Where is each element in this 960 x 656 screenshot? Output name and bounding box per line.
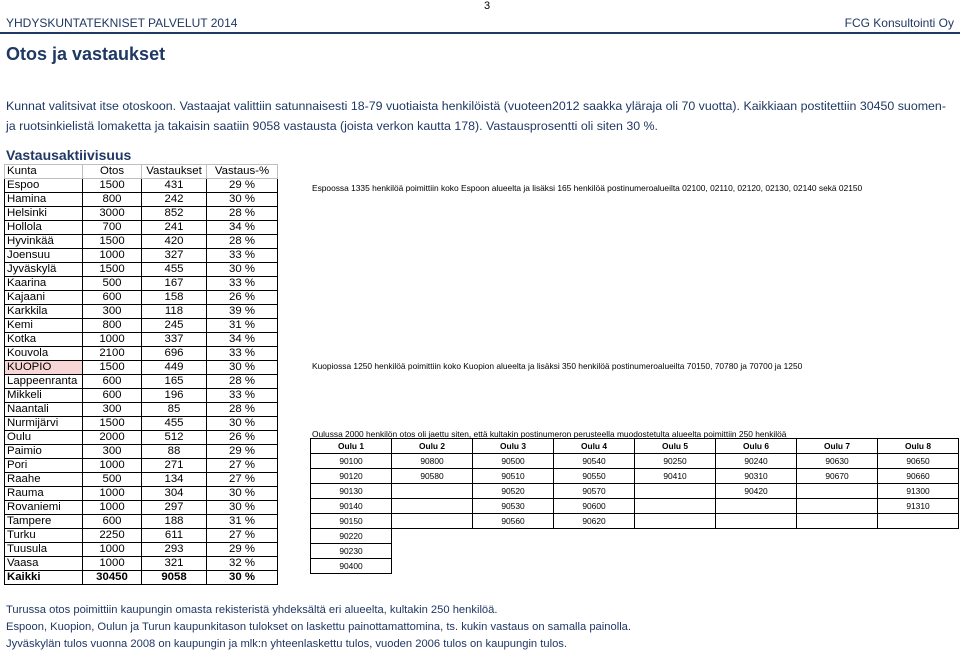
cell-otos: 300 — [83, 403, 142, 417]
cell-kunta: Hollola — [5, 221, 83, 235]
cell-vastaukset: 431 — [142, 179, 207, 193]
cell-otos: 2250 — [83, 529, 142, 543]
postal-code-cell — [392, 484, 473, 499]
cell-vastaus-pct: 30 % — [207, 487, 278, 501]
cell-kunta: Tuusula — [5, 543, 83, 557]
postal-code-cell — [878, 514, 959, 529]
postal-empty-cell — [554, 529, 635, 544]
table-row — [5, 445, 278, 459]
cell-vastaukset: 85 — [142, 403, 207, 417]
cell-kunta: Kaarina — [5, 277, 83, 291]
postal-code-cell — [716, 499, 797, 514]
cell-vastaus-pct: 28 % — [207, 235, 278, 249]
table-row — [5, 221, 278, 235]
cell-vastaus-pct: 30 % — [207, 571, 278, 585]
postal-code-cell: 90570 — [554, 484, 635, 499]
table-row — [5, 557, 278, 571]
table-row — [5, 529, 278, 543]
postal-code-cell: 90230 — [311, 544, 392, 559]
postal-code-cell: 90670 — [797, 469, 878, 484]
cell-kunta: Kaikki — [5, 571, 83, 585]
cell-kunta: Mikkeli — [5, 389, 83, 403]
cell-vastaukset: 88 — [142, 445, 207, 459]
postal-code-cell: 90420 — [716, 484, 797, 499]
section-title: Vastausaktiivisuus — [6, 147, 132, 163]
note-oulu: Oulussa 2000 henkilön otos oli jaettu siten, että kultakin postinumeron perusteella muodostetulta alueelta poimittiin 250 henkilöä — [312, 429, 787, 439]
table-row — [5, 375, 278, 389]
cell-vastaus-pct: 34 % — [207, 221, 278, 235]
cell-vastaukset: 165 — [142, 375, 207, 389]
postal-empty-cell — [392, 559, 473, 574]
postal-empty-cell — [473, 559, 554, 574]
cell-kunta: Karkkila — [5, 305, 83, 319]
postal-empty-cell — [716, 529, 797, 544]
postal-empty-cell — [797, 544, 878, 559]
table-row — [5, 361, 278, 375]
table-row — [5, 319, 278, 333]
cell-vastaukset: 271 — [142, 459, 207, 473]
cell-otos: 500 — [83, 473, 142, 487]
postal-row — [311, 499, 959, 514]
header-rule — [0, 32, 960, 34]
cell-kunta: Vaasa — [5, 557, 83, 571]
postal-code-cell: 91310 — [878, 499, 959, 514]
cell-vastaus-pct: 29 % — [207, 445, 278, 459]
postal-code-cell: 90140 — [311, 499, 392, 514]
cell-kunta: Raahe — [5, 473, 83, 487]
footer-line-weighting: Espoon, Kuopion, Oulun ja Turun kaupunkitason tulokset on laskettu painottamattomina, ts. kukin vastaus on samalla painolla. — [6, 621, 632, 633]
postal-code-cell: 90410 — [635, 469, 716, 484]
cell-vastaus-pct: 27 % — [207, 459, 278, 473]
footer-line-jyvaskyla: Jyväskylän tulos vuonna 2008 on kaupungin ja mlk:n yhteenlaskettu tulos, vuoden 2006 tulos on kaupungin tulos. — [6, 638, 567, 650]
cell-kunta: Hyvinkää — [5, 235, 83, 249]
postal-code-cell: 90650 — [878, 454, 959, 469]
postal-empty-cell — [473, 529, 554, 544]
cell-vastaus-pct: 30 % — [207, 361, 278, 375]
cell-vastaukset: 327 — [142, 249, 207, 263]
cell-vastaus-pct: 30 % — [207, 417, 278, 431]
cell-vastaukset: 420 — [142, 235, 207, 249]
cell-kunta: Paimio — [5, 445, 83, 459]
cell-vastaukset: 696 — [142, 347, 207, 361]
postal-empty-cell — [878, 529, 959, 544]
postal-area-header: Oulu 4 — [554, 439, 635, 454]
postal-empty-cell — [392, 529, 473, 544]
cell-vastaus-pct: 32 % — [207, 557, 278, 571]
table-row — [5, 249, 278, 263]
postal-code-cell: 90310 — [716, 469, 797, 484]
postal-code-cell — [635, 499, 716, 514]
cell-otos: 1500 — [83, 263, 142, 277]
table-row — [5, 347, 278, 361]
cell-kunta: Nurmijärvi — [5, 417, 83, 431]
table-row — [5, 389, 278, 403]
cell-vastaus-pct: 27 % — [207, 473, 278, 487]
postal-code-cell: 90500 — [473, 454, 554, 469]
postal-code-cell — [635, 484, 716, 499]
postal-code-cell: 90130 — [311, 484, 392, 499]
postal-code-cell: 90550 — [554, 469, 635, 484]
cell-otos: 1500 — [83, 361, 142, 375]
cell-vastaus-pct: 30 % — [207, 263, 278, 277]
cell-kunta: Kemi — [5, 319, 83, 333]
cell-vastaukset: 455 — [142, 263, 207, 277]
cell-otos: 300 — [83, 305, 142, 319]
table-row — [5, 543, 278, 557]
cell-kunta: Pori — [5, 459, 83, 473]
table-row — [5, 235, 278, 249]
postal-code-cell: 90510 — [473, 469, 554, 484]
postal-code-cell: 90220 — [311, 529, 392, 544]
cell-otos: 600 — [83, 375, 142, 389]
oulu-postal-table — [310, 438, 959, 574]
postal-code-cell: 90250 — [635, 454, 716, 469]
cell-kunta: Turku — [5, 529, 83, 543]
postal-area-header: Oulu 2 — [392, 439, 473, 454]
cell-vastaus-pct: 26 % — [207, 291, 278, 305]
postal-empty-cell — [716, 544, 797, 559]
cell-otos: 800 — [83, 319, 142, 333]
cell-vastaus-pct: 31 % — [207, 515, 278, 529]
postal-empty-cell — [635, 529, 716, 544]
cell-kunta: Jyväskylä — [5, 263, 83, 277]
postal-code-cell: 90660 — [878, 469, 959, 484]
cell-vastaus-pct: 28 % — [207, 403, 278, 417]
cell-vastaus-pct: 28 % — [207, 207, 278, 221]
postal-empty-cell — [473, 544, 554, 559]
postal-code-cell — [797, 484, 878, 499]
table-total-row — [5, 571, 278, 585]
postal-area-header: Oulu 3 — [473, 439, 554, 454]
postal-row — [311, 559, 959, 574]
postal-area-header: Oulu 5 — [635, 439, 716, 454]
cell-vastaukset: 304 — [142, 487, 207, 501]
table-header-cell: Otos — [83, 165, 142, 179]
cell-otos: 1500 — [83, 417, 142, 431]
postal-code-cell — [635, 514, 716, 529]
cell-otos: 500 — [83, 277, 142, 291]
intro-paragraph: Kunnat valitsivat itse otoskoon. Vastaajat valittiin satunnaisesti 18-79 vuotiaista henkilöistä (vuoteen2012 saakka yläraja oli 70 vuotta). Kaikkiaan postitettiin 30450 suomen- ja ruotsinkielistä lomaketta ja takaisin saatiin 9058 vastausta (joista verkon kautta 178). Vastausprosentti oli siten 30 %. — [6, 99, 946, 133]
postal-code-cell: 91300 — [878, 484, 959, 499]
cell-vastaukset: 449 — [142, 361, 207, 375]
cell-otos: 1000 — [83, 333, 142, 347]
table-row — [5, 417, 278, 431]
postal-area-header: Oulu 8 — [878, 439, 959, 454]
cell-vastaukset: 118 — [142, 305, 207, 319]
footer-line-turku: Turussa otos poimittiin kaupungin omasta rekisteristä yhdeksältä eri alueelta, kultakin 250 henkilöä. — [6, 604, 498, 616]
table-header-cell: Kunta — [5, 165, 83, 179]
cell-vastaukset: 611 — [142, 529, 207, 543]
postal-empty-cell — [716, 559, 797, 574]
table-row — [5, 403, 278, 417]
postal-row — [311, 469, 959, 484]
postal-code-cell: 90800 — [392, 454, 473, 469]
cell-vastaus-pct: 33 % — [207, 277, 278, 291]
cell-kunta: Joensuu — [5, 249, 83, 263]
postal-code-cell: 90240 — [716, 454, 797, 469]
cell-vastaukset: 196 — [142, 389, 207, 403]
postal-code-cell: 90600 — [554, 499, 635, 514]
cell-otos: 700 — [83, 221, 142, 235]
cell-otos: 1000 — [83, 543, 142, 557]
cell-kunta: Rauma — [5, 487, 83, 501]
cell-otos: 1000 — [83, 557, 142, 571]
cell-kunta: Kajaani — [5, 291, 83, 305]
table-row — [5, 459, 278, 473]
cell-otos: 2000 — [83, 431, 142, 445]
cell-vastaus-pct: 30 % — [207, 193, 278, 207]
cell-otos: 300 — [83, 445, 142, 459]
table-row — [5, 207, 278, 221]
cell-vastaus-pct: 33 % — [207, 249, 278, 263]
postal-row — [311, 544, 959, 559]
cell-vastaus-pct: 30 % — [207, 501, 278, 515]
postal-code-cell: 90630 — [797, 454, 878, 469]
postal-empty-cell — [554, 559, 635, 574]
postal-code-cell: 90540 — [554, 454, 635, 469]
postal-code-cell — [797, 499, 878, 514]
cell-kunta: Rovaniemi — [5, 501, 83, 515]
cell-kunta: Hamina — [5, 193, 83, 207]
table-row — [5, 431, 278, 445]
cell-vastaukset: 293 — [142, 543, 207, 557]
table-row — [5, 263, 278, 277]
postal-empty-cell — [797, 529, 878, 544]
cell-otos: 1000 — [83, 459, 142, 473]
cell-kunta: Naantali — [5, 403, 83, 417]
cell-otos: 1000 — [83, 501, 142, 515]
postal-code-cell — [716, 514, 797, 529]
cell-vastaukset: 188 — [142, 515, 207, 529]
cell-vastaukset: 167 — [142, 277, 207, 291]
header-right-text: FCG Konsultointi Oy — [844, 16, 954, 30]
postal-empty-cell — [878, 544, 959, 559]
cell-kunta: Tampere — [5, 515, 83, 529]
postal-empty-cell — [797, 559, 878, 574]
footer-notes — [6, 602, 631, 653]
cell-vastaukset: 297 — [142, 501, 207, 515]
cell-vastaus-pct: 29 % — [207, 543, 278, 557]
cell-vastaukset: 241 — [142, 221, 207, 235]
cell-otos: 600 — [83, 515, 142, 529]
cell-otos: 600 — [83, 291, 142, 305]
cell-vastaukset: 852 — [142, 207, 207, 221]
postal-empty-cell — [635, 559, 716, 574]
cell-otos: 3000 — [83, 207, 142, 221]
cell-vastaus-pct: 31 % — [207, 319, 278, 333]
table-header-cell: Vastaukset — [142, 165, 207, 179]
cell-vastaus-pct: 26 % — [207, 431, 278, 445]
table-row — [5, 487, 278, 501]
cell-vastaukset: 512 — [142, 431, 207, 445]
cell-vastaukset: 321 — [142, 557, 207, 571]
cell-vastaus-pct: 33 % — [207, 389, 278, 403]
table-row — [5, 277, 278, 291]
note-kuopio: Kuopiossa 1250 henkilöä poimittiin koko Kuopion alueelta ja lisäksi 350 henkilöä postinumeroalueilta 70150, 70780 ja 70700 ja 1250 — [312, 361, 803, 371]
postal-area-header: Oulu 1 — [311, 439, 392, 454]
cell-kunta: Kotka — [5, 333, 83, 347]
table-row — [5, 193, 278, 207]
postal-row — [311, 484, 959, 499]
table-row — [5, 333, 278, 347]
header-left-text: YHDYSKUNTATEKNISET PALVELUT 2014 — [6, 16, 238, 30]
postal-empty-cell — [392, 544, 473, 559]
postal-area-header: Oulu 7 — [797, 439, 878, 454]
response-table — [4, 164, 278, 585]
cell-vastaus-pct: 34 % — [207, 333, 278, 347]
note-espoo: Espoossa 1335 henkilöä poimittiin koko Espoon alueelta ja lisäksi 165 henkilöä postinumeroalueilta 02100, 02110, 02120, 02130, 02140 sekä 02150 — [312, 183, 863, 193]
cell-vastaukset: 158 — [142, 291, 207, 305]
postal-code-cell: 90150 — [311, 514, 392, 529]
postal-row — [311, 529, 959, 544]
postal-code-cell: 90120 — [311, 469, 392, 484]
cell-vastaukset: 245 — [142, 319, 207, 333]
table-header-row — [5, 165, 278, 179]
postal-code-cell — [797, 514, 878, 529]
cell-kunta: Kouvola — [5, 347, 83, 361]
table-row — [5, 473, 278, 487]
postal-code-cell: 90560 — [473, 514, 554, 529]
table-header-cell: Vastaus-% — [207, 165, 278, 179]
cell-kunta: Helsinki — [5, 207, 83, 221]
cell-otos: 30450 — [83, 571, 142, 585]
postal-code-cell: 90520 — [473, 484, 554, 499]
cell-kunta: Lappeenranta — [5, 375, 83, 389]
table-row — [5, 291, 278, 305]
postal-code-cell: 90100 — [311, 454, 392, 469]
cell-vastaus-pct: 39 % — [207, 305, 278, 319]
cell-kunta: KUOPIO — [5, 361, 83, 375]
postal-code-cell — [392, 514, 473, 529]
postal-header-row — [311, 439, 959, 454]
cell-otos: 800 — [83, 193, 142, 207]
cell-vastaus-pct: 27 % — [207, 529, 278, 543]
cell-otos: 1500 — [83, 235, 142, 249]
table-row — [5, 179, 278, 193]
cell-otos: 2100 — [83, 347, 142, 361]
cell-vastaukset: 134 — [142, 473, 207, 487]
cell-vastaukset: 337 — [142, 333, 207, 347]
postal-empty-cell — [878, 559, 959, 574]
cell-otos: 1000 — [83, 487, 142, 501]
cell-otos: 1500 — [83, 179, 142, 193]
cell-vastaukset: 9058 — [142, 571, 207, 585]
cell-vastaus-pct: 29 % — [207, 179, 278, 193]
cell-vastaus-pct: 28 % — [207, 375, 278, 389]
cell-otos: 600 — [83, 389, 142, 403]
postal-empty-cell — [635, 544, 716, 559]
table-row — [5, 515, 278, 529]
cell-vastaus-pct: 33 % — [207, 347, 278, 361]
postal-row — [311, 514, 959, 529]
postal-code-cell — [392, 499, 473, 514]
table-row — [5, 501, 278, 515]
postal-code-cell: 90400 — [311, 559, 392, 574]
cell-vastaukset: 242 — [142, 193, 207, 207]
page-number: 3 — [484, 0, 491, 12]
table-row — [5, 305, 278, 319]
postal-area-header: Oulu 6 — [716, 439, 797, 454]
cell-kunta: Espoo — [5, 179, 83, 193]
postal-code-cell: 90530 — [473, 499, 554, 514]
page-title: Otos ja vastaukset — [6, 44, 166, 64]
postal-row — [311, 454, 959, 469]
cell-otos: 1000 — [83, 249, 142, 263]
postal-empty-cell — [554, 544, 635, 559]
postal-code-cell: 90620 — [554, 514, 635, 529]
postal-code-cell: 90580 — [392, 469, 473, 484]
cell-kunta: Oulu — [5, 431, 83, 445]
cell-vastaukset: 455 — [142, 417, 207, 431]
